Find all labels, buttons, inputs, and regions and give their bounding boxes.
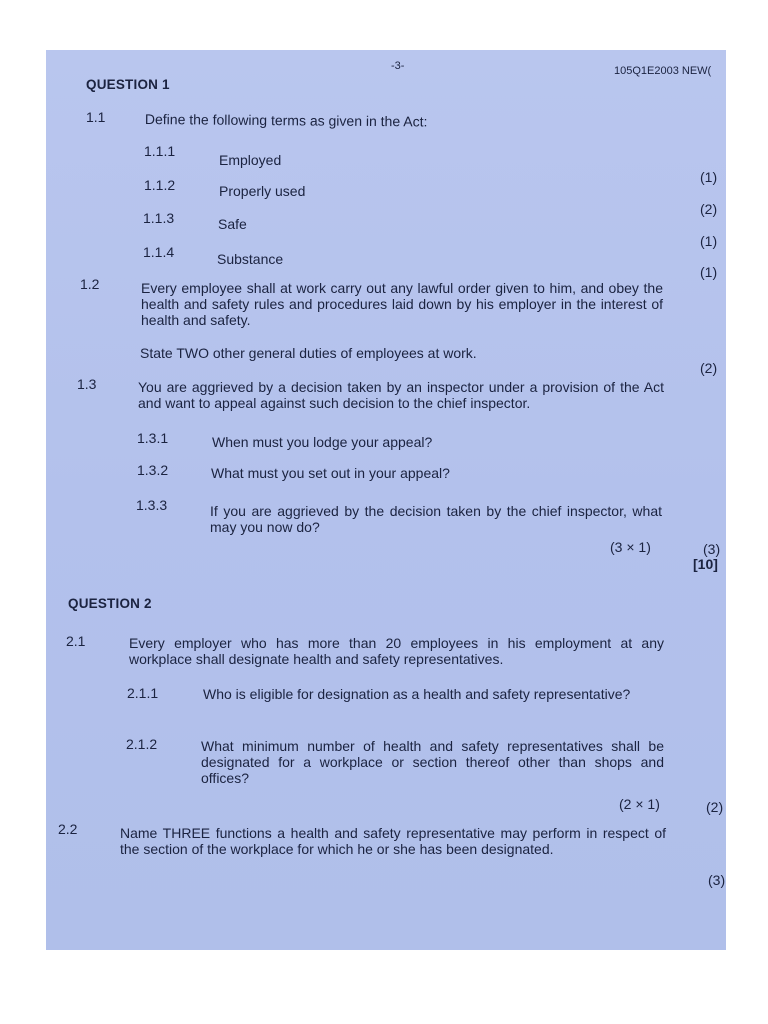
q1-1-2-number: 1.1.2 [144,177,176,193]
q1-total-marks: [10] [693,556,718,572]
q1-1-3-marks: (1) [700,233,718,249]
q1-1-1-marks: (1) [700,169,718,185]
q2-2-text: Name THREE functions a health and safety representative may perform in respect of the section of the workplace for which he or she has been designated. [120,825,666,857]
q1-1-1-number: 1.1.1 [144,143,176,159]
q1-3-text: You are aggrieved by a decision taken by an inspector under a provision of the Act and want to appeal against such decision to the chief inspector. [138,379,664,411]
q1-1-3-term: Safe [218,216,247,232]
q1-1-3-number: 1.1.3 [143,210,175,226]
q1-1-4-term: Substance [217,251,284,267]
q1-1-number: 1.1 [86,109,106,125]
q1-3-2-text: What must you set out in your appeal? [211,465,450,481]
q1-2-prompt: State TWO other general duties of employees at work. [140,345,477,361]
q1-3-3-text: If you are aggrieved by the decision taken by the chief inspector, what may you now do? [210,503,662,535]
q2-1-2-number: 2.1.2 [126,736,158,752]
q1-3-3-number: 1.3.3 [136,497,168,513]
exam-page [46,50,726,950]
q2-1-marks: (2) [706,799,724,815]
q1-1-text: Define the following terms as given in the Act: [144,111,428,130]
question-2-title: QUESTION 2 [68,596,152,611]
page-number: -3- [391,60,405,72]
paper-code: 105Q1E2003 NEW( [614,65,712,77]
q1-1-2-marks: (2) [700,201,718,217]
q1-1-2-term: Properly used [219,183,306,199]
q2-2-number: 2.2 [58,821,78,837]
q1-3-1-text: When must you lodge your appeal? [212,434,433,450]
q1-1-4-number: 1.1.4 [143,244,175,260]
q2-1-calc: (2 × 1) [619,796,660,812]
q1-2-number: 1.2 [80,276,100,292]
q2-1-text: Every employer who has more than 20 employees in his employment at any workplace shall designate health and safety representatives. [129,635,664,667]
q1-3-2-number: 1.3.2 [137,462,169,478]
q1-3-calc: (3 × 1) [610,539,651,555]
q1-3-1-number: 1.3.1 [137,430,169,446]
q1-2-marks: (2) [700,360,718,376]
q1-2-text: Every employee shall at work carry out any lawful order given to him, and obey the health and safety rules and procedures laid down by his employer in the interest of health and safety. [141,280,663,328]
q2-1-number: 2.1 [66,633,86,649]
q1-1-1-term: Employed [219,152,282,168]
q1-3-marks: (3) [703,541,721,557]
q1-1-4-marks: (1) [700,264,718,280]
q1-3-number: 1.3 [77,376,97,392]
q2-1-2-text: What minimum number of health and safety representatives shall be designated for a workplace or section thereof other than shops and offices? [201,738,664,786]
q2-1-1-text: Who is eligible for designation as a health and safety representative? [203,686,631,702]
q2-2-marks: (3) [708,872,726,888]
q2-1-1-number: 2.1.1 [127,685,159,701]
question-1-title: QUESTION 1 [86,77,170,92]
